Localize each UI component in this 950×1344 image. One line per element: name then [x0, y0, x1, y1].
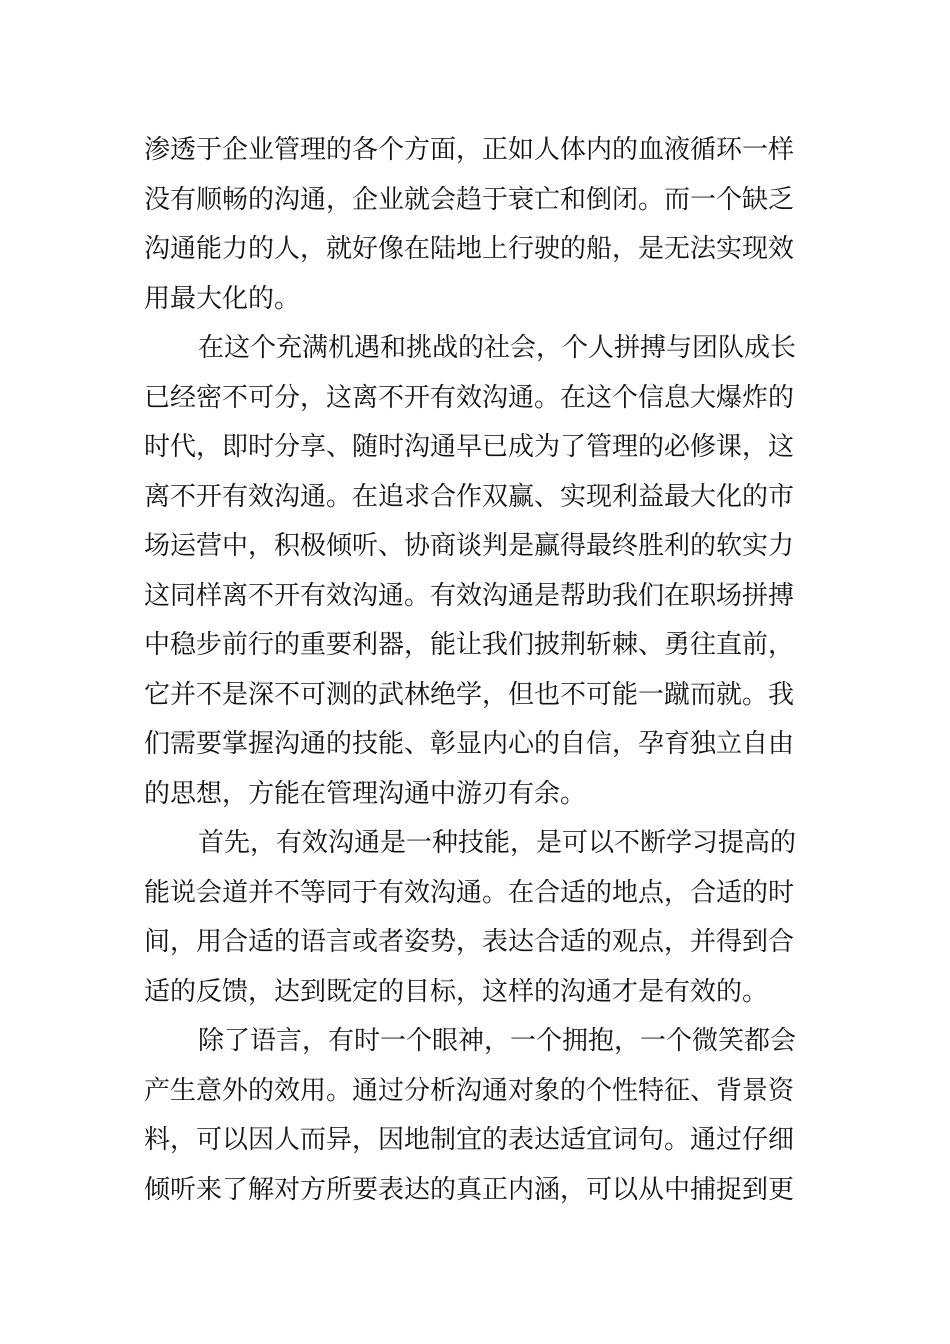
paragraph-line: 这同样离不开有效沟通。有效沟通是帮助我们在职场拼搏	[144, 580, 795, 611]
paragraph-line: 首先，有效沟通是一种技能，是可以不断学习提高的	[198, 828, 797, 858]
paragraph-line: 的思想，方能在管理沟通中游刃有余。	[144, 778, 587, 809]
paragraph-line: 离不开有效沟通。在追求合作双赢、实现利益最大化的市	[144, 481, 795, 512]
paragraph-3	[144, 819, 806, 1017]
paragraph-1	[144, 126, 806, 324]
paragraph-line: 除了语言，有时一个眼神，一个拥抱，一个微笑都会	[198, 1026, 797, 1056]
paragraph-line: 已经密不可分，这离不开有效沟通。在这个信息大爆炸的	[144, 382, 795, 413]
paragraph-line: 场运营中，积极倾听、协商谈判是赢得最终胜利的软实力	[144, 531, 795, 561]
paragraph-line: 间，用合适的语言或者姿势，表达合适的观点，并得到合	[144, 927, 795, 957]
paragraph-line: 倾听来了解对方所要表达的真正内涵，可以从中捕捉到更	[144, 1174, 795, 1205]
paragraph-line: 用最大化的。	[144, 283, 301, 314]
paragraph-line: 适的反馈，达到既定的目标，这样的沟通才是有效的。	[144, 976, 769, 1007]
paragraph-line: 料，可以因人而异，因地制宜的表达适宜词句。通过仔细	[144, 1125, 795, 1155]
paragraph-line: 它并不是深不可测的武林绝学，但也不可能一蹴而就。我	[144, 679, 795, 710]
paragraph-2	[144, 324, 806, 819]
paragraph-line: 时代，即时分享、随时沟通早已成为了管理的必修课，这	[144, 432, 795, 462]
paragraph-line: 在这个充满机遇和挑战的社会，个人拼搏与团队成长	[198, 333, 797, 363]
paragraph-line: 沟通能力的人，就好像在陆地上行驶的船，是无法实现效	[144, 234, 795, 264]
paragraph-line: 中稳步前行的重要利器，能让我们披荆斩棘、勇往直前，	[144, 630, 795, 660]
paragraph-4	[144, 1017, 806, 1215]
paragraph-line: 能说会道并不等同于有效沟通。在合适的地点，合适的时	[144, 877, 795, 908]
paragraph-line: 没有顺畅的沟通，企业就会趋于衰亡和倒闭。而一个缺乏	[144, 184, 795, 215]
paragraph-line: 产生意外的效用。通过分析沟通对象的个性特征、背景资	[144, 1075, 795, 1106]
document-body	[144, 126, 806, 1215]
paragraph-line: 渗透于企业管理的各个方面，正如人体内的血液循环一样	[144, 135, 795, 165]
paragraph-line: 们需要掌握沟通的技能、彰显内心的自信，孕育独立自由	[144, 729, 795, 759]
